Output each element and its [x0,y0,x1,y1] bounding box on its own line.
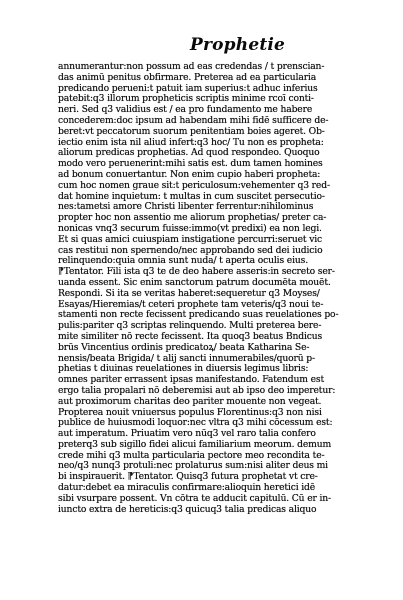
text-line: cum hoc nomen graue sit:t periculosum:vehementer q3 red- [58,180,330,191]
text-line: modo vero peruenerint:mihi satis est. dum tamen homines [58,159,323,170]
text-line: ad bonum conuertantur. Non enim cupio haberi propheta: [58,169,321,180]
text-line: nes:tametsi amore Christi libenter ferrentur:nihilominus [58,202,314,213]
text-line: Propterea nouit vniuersus populus Florentinus:q3 non nisi [58,407,322,418]
running-head: Prophetie [190,35,286,55]
text-line: Et si quas amici cuiuspiam instigatione percurri:seruet vic [58,234,323,245]
text-line: beret:vt peccatorum suorum penitentiam boies ageret. Ob- [58,126,325,137]
text-line: predicando perueni:t patuit iam superius:t adhuc inferius [58,83,318,94]
text-line: das animū penitus obfirmare. Preterea ad ea particularia [58,72,317,83]
text-line: aut imperatum. Priuatim vero nūq3 vel raro talia confero [58,429,316,440]
text-line: publice de huiusmodi loquor:nec vltra q3 mihi cōcessum est: [58,418,333,429]
text-line: cas restitui non spernendo/nec approbando sed dei iudicio [58,245,323,256]
text-line: uanda essent. Sic enim sanctorum patrum documēta mouēt. [58,277,331,288]
text-line: concederem:doc ipsum ad habendam mihi fidē sufficere de- [58,115,329,126]
text-line: dat homine inquietum: t multas in cum suscitet persecutio- [58,191,325,202]
text-line: sibi vsurpare possent. Vn cōtra te adducit capitulū. Cū er in- [58,493,332,504]
text-line: aliorum predicas prophetias. Ad quod respondeo. Quoquo [58,148,320,159]
text-line: iuncto extra de hereticis:q3 quicuq3 talia predicas aliquo [58,504,317,515]
text-line: neo/q3 nunq3 protuli:nec prolaturus sum:nisi aliter deus mi [58,461,328,472]
text-line: stamenti non recte fecissent predicando suas reuelationes po- [58,310,339,321]
text-line: Respondi. Si ita se veritas haberet:sequeretur q3 Moyses/ [58,288,320,299]
text-line: crede mihi q3 multa particularia pectore meo recondita te- [58,450,325,461]
text-line: pulis:pariter q3 scriptas relinquendo. Multi preterea bere- [58,321,322,332]
text-line: datur:debet ea miraculis confirmare:alioquin heretici idē [58,483,316,494]
text-line: nensis/beata Brigida/ t alij sancti innumerabiles/quorū p- [58,353,315,364]
text-line: aut proximorum charitas deo pariter mouente non vegeat. [58,396,322,407]
text-line: annumerantur:non possum ad eas credendas / t prenscian- [58,62,325,72]
text-line: phetias t diuinas reuelationes in diuersis legimus libris: [58,364,309,375]
text-line: neri. Sed q3 validius est / ea pro fundamento me habere [58,105,313,116]
text-line: preterq3 sub sigillo fidei alicui familiarium meorum. demum [58,439,332,450]
text-line: mite similiter nō recte fecissent. Ita quoq3 beatus Bndicus [58,331,323,342]
text-line: relinquendo:quia omnia sunt nuda/ t aperta oculis eius. [58,256,308,267]
text-line: iectio enim ista nil aliud infert:q3 hoc/ Tu non es propheta: [58,137,324,148]
text-line: propter hoc non assentio me aliorum prophetias/ preter ca- [58,213,327,224]
text-line: ⁋Tentator. Fili ista q3 te de deo habere asseris:in secreto ser- [58,267,335,278]
text-block [58,62,360,515]
text-line: nonicas vnq3 securum fuisse:immo(vt predixi) ea non legi. [58,223,322,234]
text-line: patebit:q3 illorum propheticis scriptis minime rcoī conti- [58,94,314,105]
text-line: ergo talia propalari nō deberemisi aut ab ipso deo imperetur: [58,385,336,396]
text-line: bi inspirauerit. ⁋Tentator. Quisq3 futura prophetat vt cre- [58,472,318,483]
text-line: Esayas/Hieremias/t ceteri prophete tam veteris/q3 noui te- [58,299,324,310]
text-line: brūs Vincentius ordinis predicatoꝝ/ beata Katharina Se- [58,342,310,353]
text-line: omnes pariter errassent ipsas manifestando. Fatendum est [58,375,325,386]
